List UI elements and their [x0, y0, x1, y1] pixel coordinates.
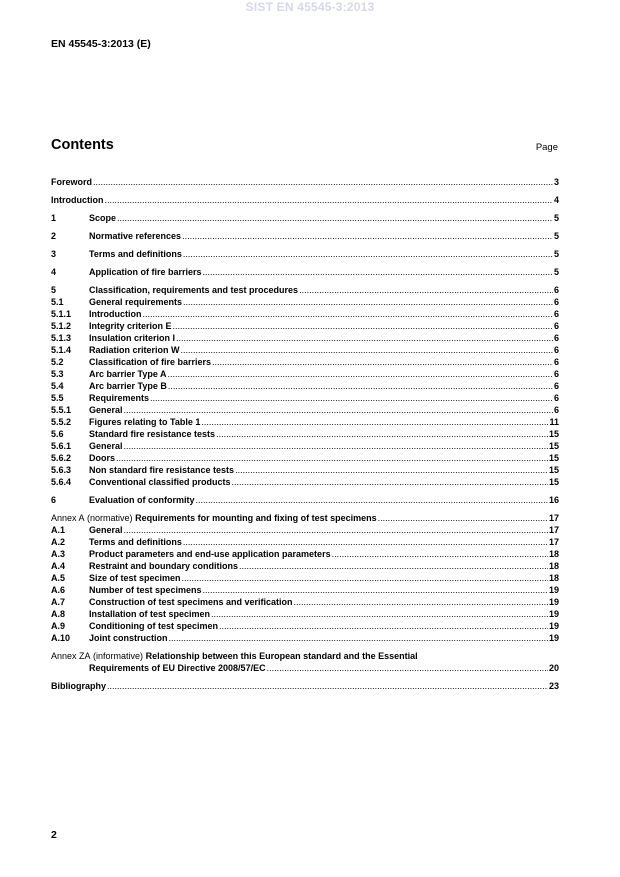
toc-title: Introduction: [89, 309, 142, 319]
toc-page: 20: [548, 663, 559, 673]
annex-title-continued: Requirements of EU Directive 2008/57/EC: [89, 663, 266, 673]
toc-entry-annex-za-continued[interactable]: [51, 662, 559, 674]
toc-entry-5-6-3[interactable]: [51, 464, 559, 476]
toc-entry-3[interactable]: [51, 248, 559, 260]
toc-leader: [216, 428, 548, 440]
toc-leader: [212, 356, 553, 368]
toc-leader: [124, 524, 548, 536]
toc-page: 23: [548, 681, 559, 691]
toc-leader: [183, 296, 553, 308]
toc-leader: [267, 662, 548, 674]
toc-leader: [211, 608, 548, 620]
toc-page: 19: [548, 597, 559, 607]
toc-title: Figures relating to Table 1: [89, 417, 201, 427]
table-of-contents: [51, 176, 559, 692]
toc-number: 5.5: [51, 393, 64, 403]
toc-leader: [239, 560, 548, 572]
toc-leader: [93, 176, 553, 188]
toc-title: Restraint and boundary conditions: [89, 561, 239, 571]
toc-number: 5.1.4: [51, 345, 72, 355]
toc-page: 6: [553, 297, 559, 307]
toc-title: Arc barrier Type A: [89, 369, 167, 379]
toc-page: 5: [553, 267, 559, 277]
toc-entry-5-1-2[interactable]: [51, 320, 559, 332]
toc-number: A.9: [51, 621, 66, 631]
toc-number: A.2: [51, 537, 66, 547]
toc-title: Application of fire barriers: [89, 267, 202, 277]
toc-entry-a-3[interactable]: [51, 548, 559, 560]
toc-number: 5.1.3: [51, 333, 72, 343]
toc-leader: [168, 368, 553, 380]
toc-number: A.8: [51, 609, 66, 619]
page-column-label: Page: [535, 142, 558, 153]
page-number: 2: [51, 829, 57, 841]
toc-page: 15: [548, 441, 559, 451]
toc-leader: [219, 620, 548, 632]
annex-title: Relationship between this European standard and the Essential: [145, 651, 418, 661]
toc-entry-5-5-2[interactable]: [51, 416, 559, 428]
toc-entry-5-1-4[interactable]: [51, 344, 559, 356]
toc-number: 5.6.1: [51, 441, 72, 451]
toc-entry-5-6[interactable]: [51, 428, 559, 440]
toc-entry-introduction[interactable]: [51, 194, 559, 206]
toc-entry-foreword[interactable]: [51, 176, 559, 188]
toc-leader: [235, 464, 548, 476]
toc-entry-5-5-1[interactable]: [51, 404, 559, 416]
toc-entry-a-5[interactable]: [51, 572, 559, 584]
toc-page: 4: [553, 195, 559, 205]
toc-number: 5.4: [51, 381, 64, 391]
annex-title: Requirements for mounting and fixing of test specimens: [135, 513, 377, 523]
toc-title: Size of test specimen: [89, 573, 181, 583]
toc-page: 18: [548, 573, 559, 583]
toc-page: 17: [548, 537, 559, 547]
toc-leader: [232, 476, 548, 488]
toc-title: Radiation criterion W: [89, 345, 180, 355]
toc-page: 19: [548, 609, 559, 619]
toc-title: Non standard fire resistance tests: [89, 465, 235, 475]
toc-title: Terms and definitions: [89, 537, 182, 547]
toc-number: 5: [51, 285, 57, 295]
toc-title: Standard fire resistance tests: [89, 429, 216, 439]
toc-entry-5-6-1[interactable]: [51, 440, 559, 452]
toc-entry-5-1-3[interactable]: [51, 332, 559, 344]
toc-page: 17: [548, 513, 559, 523]
toc-entry-bibliography[interactable]: [51, 680, 559, 692]
toc-title: General: [89, 405, 123, 415]
toc-number: 5.1.1: [51, 309, 72, 319]
toc-leader: [183, 248, 553, 260]
toc-leader: [203, 584, 548, 596]
toc-title: Evaluation of conformity: [89, 495, 195, 505]
toc-leader: [196, 494, 548, 506]
toc-page: 6: [553, 393, 559, 403]
toc-title: Joint construction: [89, 633, 168, 643]
toc-page: 6: [553, 333, 559, 343]
toc-page: 6: [553, 381, 559, 391]
toc-number: 5.3: [51, 369, 64, 379]
toc-title: Product parameters and end-use application parameters: [89, 549, 331, 559]
toc-title: General: [89, 441, 123, 451]
toc-page: 18: [548, 549, 559, 559]
toc-leader: [117, 212, 553, 224]
toc-number: 1: [51, 213, 57, 223]
toc-page: 6: [553, 285, 559, 295]
toc-page: 3: [553, 177, 559, 187]
toc-number: 6: [51, 495, 57, 505]
toc-leader: [168, 380, 553, 392]
toc-title: [51, 512, 377, 524]
toc-page: 6: [553, 405, 559, 415]
toc-title: Scope: [89, 213, 117, 223]
toc-leader: [183, 536, 548, 548]
toc-number: A.10: [51, 633, 71, 643]
toc-leader: [201, 416, 548, 428]
toc-title: Terms and definitions: [89, 249, 182, 259]
toc-number: 5.5.1: [51, 405, 72, 415]
toc-number: 5.1: [51, 297, 64, 307]
toc-entry-a-2[interactable]: [51, 536, 559, 548]
toc-page: 6: [553, 345, 559, 355]
annex-type: (informative): [93, 651, 144, 661]
toc-title: Introduction: [51, 195, 104, 205]
toc-number: 5.6.2: [51, 453, 72, 463]
toc-title: Installation of test specimen: [89, 609, 211, 619]
toc-entry-a-1[interactable]: [51, 524, 559, 536]
toc-title: General requirements: [89, 297, 183, 307]
toc-title: Bibliography: [51, 681, 107, 691]
toc-page: 6: [553, 357, 559, 367]
toc-number: 5.6.3: [51, 465, 72, 475]
toc-number: 3: [51, 249, 57, 259]
toc-leader: [294, 596, 548, 608]
toc-page: 5: [553, 231, 559, 241]
toc-leader: [150, 392, 553, 404]
toc-number: 5.6.4: [51, 477, 72, 487]
toc-entry-a-10[interactable]: [51, 632, 559, 644]
toc-leader: [105, 194, 553, 206]
toc-leader: [169, 632, 548, 644]
toc-page: 15: [548, 453, 559, 463]
annex-label: Annex ZA: [51, 651, 91, 661]
toc-page: 18: [548, 561, 559, 571]
toc-entry-a-9[interactable]: [51, 620, 559, 632]
toc-number: 5.2: [51, 357, 64, 367]
toc-title: Conventional classified products: [89, 477, 231, 487]
toc-page: 6: [553, 309, 559, 319]
toc-number: 4: [51, 267, 57, 277]
document-id: EN 45545-3:2013 (E): [51, 38, 151, 50]
toc-entry-5-4[interactable]: [51, 380, 559, 392]
toc-entry-a-6[interactable]: [51, 584, 559, 596]
toc-leader: [182, 230, 553, 242]
toc-page: 5: [553, 213, 559, 223]
toc-number: 2: [51, 231, 57, 241]
toc-number: A.1: [51, 525, 66, 535]
toc-title: Classification, requirements and test procedures: [89, 285, 299, 295]
annex-label: Annex A: [51, 513, 85, 523]
toc-page: 11: [549, 417, 559, 427]
toc-title: Classification of fire barriers: [89, 357, 212, 367]
toc-leader: [116, 452, 548, 464]
toc-number: A.5: [51, 573, 66, 583]
toc-title: Normative references: [89, 231, 182, 241]
toc-entry-5-6-4[interactable]: [51, 476, 559, 488]
toc-title: Foreword: [51, 177, 93, 187]
toc-entry-1[interactable]: [51, 212, 559, 224]
toc-leader: [378, 512, 548, 524]
toc-leader: [143, 308, 553, 320]
toc-number: A.3: [51, 549, 66, 559]
toc-leader: [299, 284, 553, 296]
toc-entry-a-4[interactable]: [51, 560, 559, 572]
toc-page: 15: [548, 429, 559, 439]
toc-leader: [176, 332, 553, 344]
toc-title: Arc barrier Type B: [89, 381, 167, 391]
toc-leader: [332, 548, 548, 560]
toc-entry-4[interactable]: [51, 266, 559, 278]
toc-page: 5: [553, 249, 559, 259]
annex-type: (normative): [87, 513, 133, 523]
toc-leader: [181, 344, 553, 356]
toc-page: 15: [548, 477, 559, 487]
toc-number: 5.6: [51, 429, 64, 439]
toc-title: General: [89, 525, 123, 535]
toc-page: 17: [548, 525, 559, 535]
toc-number: 5.5.2: [51, 417, 72, 427]
toc-entry-5-5[interactable]: [51, 392, 559, 404]
toc-title: Construction of test specimens and verification: [89, 597, 293, 607]
toc-page: 19: [548, 621, 559, 631]
toc-title: Requirements: [89, 393, 150, 403]
toc-leader: [203, 266, 553, 278]
toc-entry-a-7[interactable]: [51, 596, 559, 608]
toc-entry-6[interactable]: [51, 494, 559, 506]
toc-leader: [107, 680, 548, 692]
toc-entry-5-6-2[interactable]: [51, 452, 559, 464]
toc-title: Integrity criterion E: [89, 321, 172, 331]
toc-leader: [173, 320, 553, 332]
toc-title: Doors: [89, 453, 116, 463]
page-title: Contents: [51, 137, 114, 153]
toc-entry-5-2[interactable]: [51, 356, 559, 368]
toc-entry-5-1-1[interactable]: [51, 308, 559, 320]
toc-title: Conditioning of test specimen: [89, 621, 219, 631]
toc-number: A.7: [51, 597, 66, 607]
toc-title: Insulation criterion I: [89, 333, 176, 343]
toc-page: 16: [548, 495, 559, 505]
toc-entry-5-3[interactable]: [51, 368, 559, 380]
watermark: SIST EN 45545-3:2013: [245, 0, 375, 14]
toc-page: 6: [553, 321, 559, 331]
toc-page: 19: [548, 585, 559, 595]
toc-page: 19: [548, 633, 559, 643]
toc-entry-annex-a[interactable]: [51, 512, 559, 524]
toc-leader: [124, 404, 553, 416]
toc-number: 5.1.2: [51, 321, 72, 331]
toc-entry-annex-za[interactable]: [51, 650, 559, 662]
toc-number: A.4: [51, 561, 66, 571]
toc-leader: [182, 572, 548, 584]
toc-entry-5[interactable]: [51, 284, 559, 296]
toc-page: 15: [548, 465, 559, 475]
toc-leader: [124, 440, 548, 452]
toc-entry-5-1[interactable]: [51, 296, 559, 308]
toc-number: A.6: [51, 585, 66, 595]
toc-title: Number of test specimens: [89, 585, 202, 595]
toc-entry-a-8[interactable]: [51, 608, 559, 620]
toc-page: 6: [553, 369, 559, 379]
toc-entry-2[interactable]: [51, 230, 559, 242]
